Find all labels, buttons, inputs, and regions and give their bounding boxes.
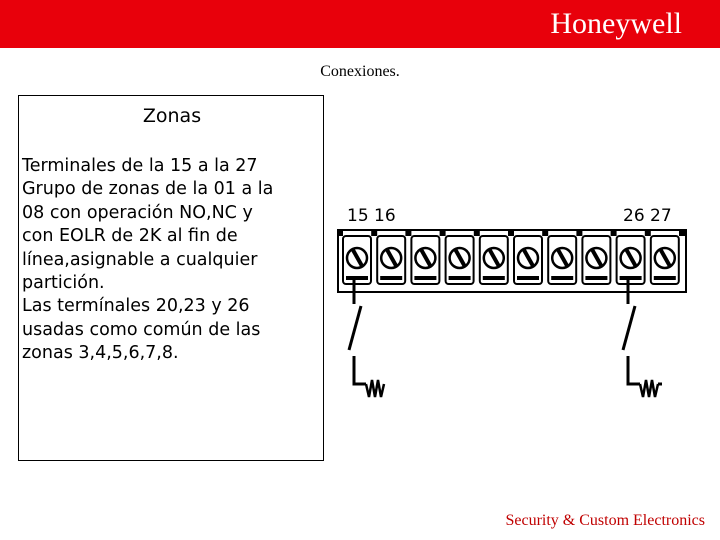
left-zone-wiring xyxy=(349,280,384,397)
zone-description-line: 08 con operación NO,NC y xyxy=(22,202,253,223)
page-title: Conexiones. xyxy=(320,63,400,80)
terminal-screw xyxy=(651,236,679,284)
zone-heading: Zonas xyxy=(142,105,202,127)
zone-description-line: con EOLR de 2K al fin de xyxy=(22,226,238,247)
terminal-screw xyxy=(411,236,439,284)
terminal-screw xyxy=(548,236,576,284)
right-switch-contact xyxy=(623,306,635,350)
strip-tooth xyxy=(611,230,617,236)
strip-tooth xyxy=(576,230,582,236)
right-return-wire xyxy=(628,356,640,384)
strip-tooth xyxy=(508,230,514,236)
strip-tooth xyxy=(371,230,377,236)
zone-description-line: zonas 3,4,5,6,7,8. xyxy=(22,343,179,364)
terminal-label-left: 15 16 xyxy=(347,206,396,226)
right-zone-wiring xyxy=(623,280,662,397)
terminal-screw xyxy=(446,236,474,284)
zone-description-line: línea,asignable a cualquier xyxy=(22,249,258,270)
strip-tooth xyxy=(405,230,411,236)
strip-tooth xyxy=(474,230,480,236)
strip-tooth xyxy=(337,230,343,236)
terminal-screw xyxy=(377,236,405,284)
strip-tooth xyxy=(440,230,446,236)
terminal-screw xyxy=(617,236,645,284)
right-eol-resistor xyxy=(640,380,658,397)
zone-description-line: Las termínales 20,23 y 26 xyxy=(22,296,250,317)
footer-tagline: Security & Custom Electronics xyxy=(505,512,705,529)
zone-description-line: Grupo de zonas de la 01 a la xyxy=(22,179,274,200)
terminal-screw xyxy=(480,236,508,284)
terminal-screw xyxy=(582,236,610,284)
left-return-wire xyxy=(354,356,366,384)
strip-tooth xyxy=(679,230,685,236)
terminal-label-right: 26 27 xyxy=(623,206,672,226)
brand-logo: Honeywell xyxy=(550,7,682,40)
zone-description-line: partición. xyxy=(22,273,105,294)
left-eol-resistor xyxy=(366,380,384,397)
strip-tooth xyxy=(645,230,651,236)
strip-tooth xyxy=(542,230,548,236)
left-switch-contact xyxy=(349,306,361,350)
terminal-screw xyxy=(343,236,371,284)
zone-description-line: usadas como común de las xyxy=(22,319,261,340)
zone-description-line: Terminales de la 15 a la 27 xyxy=(22,156,258,176)
terminal-screw xyxy=(514,236,542,284)
